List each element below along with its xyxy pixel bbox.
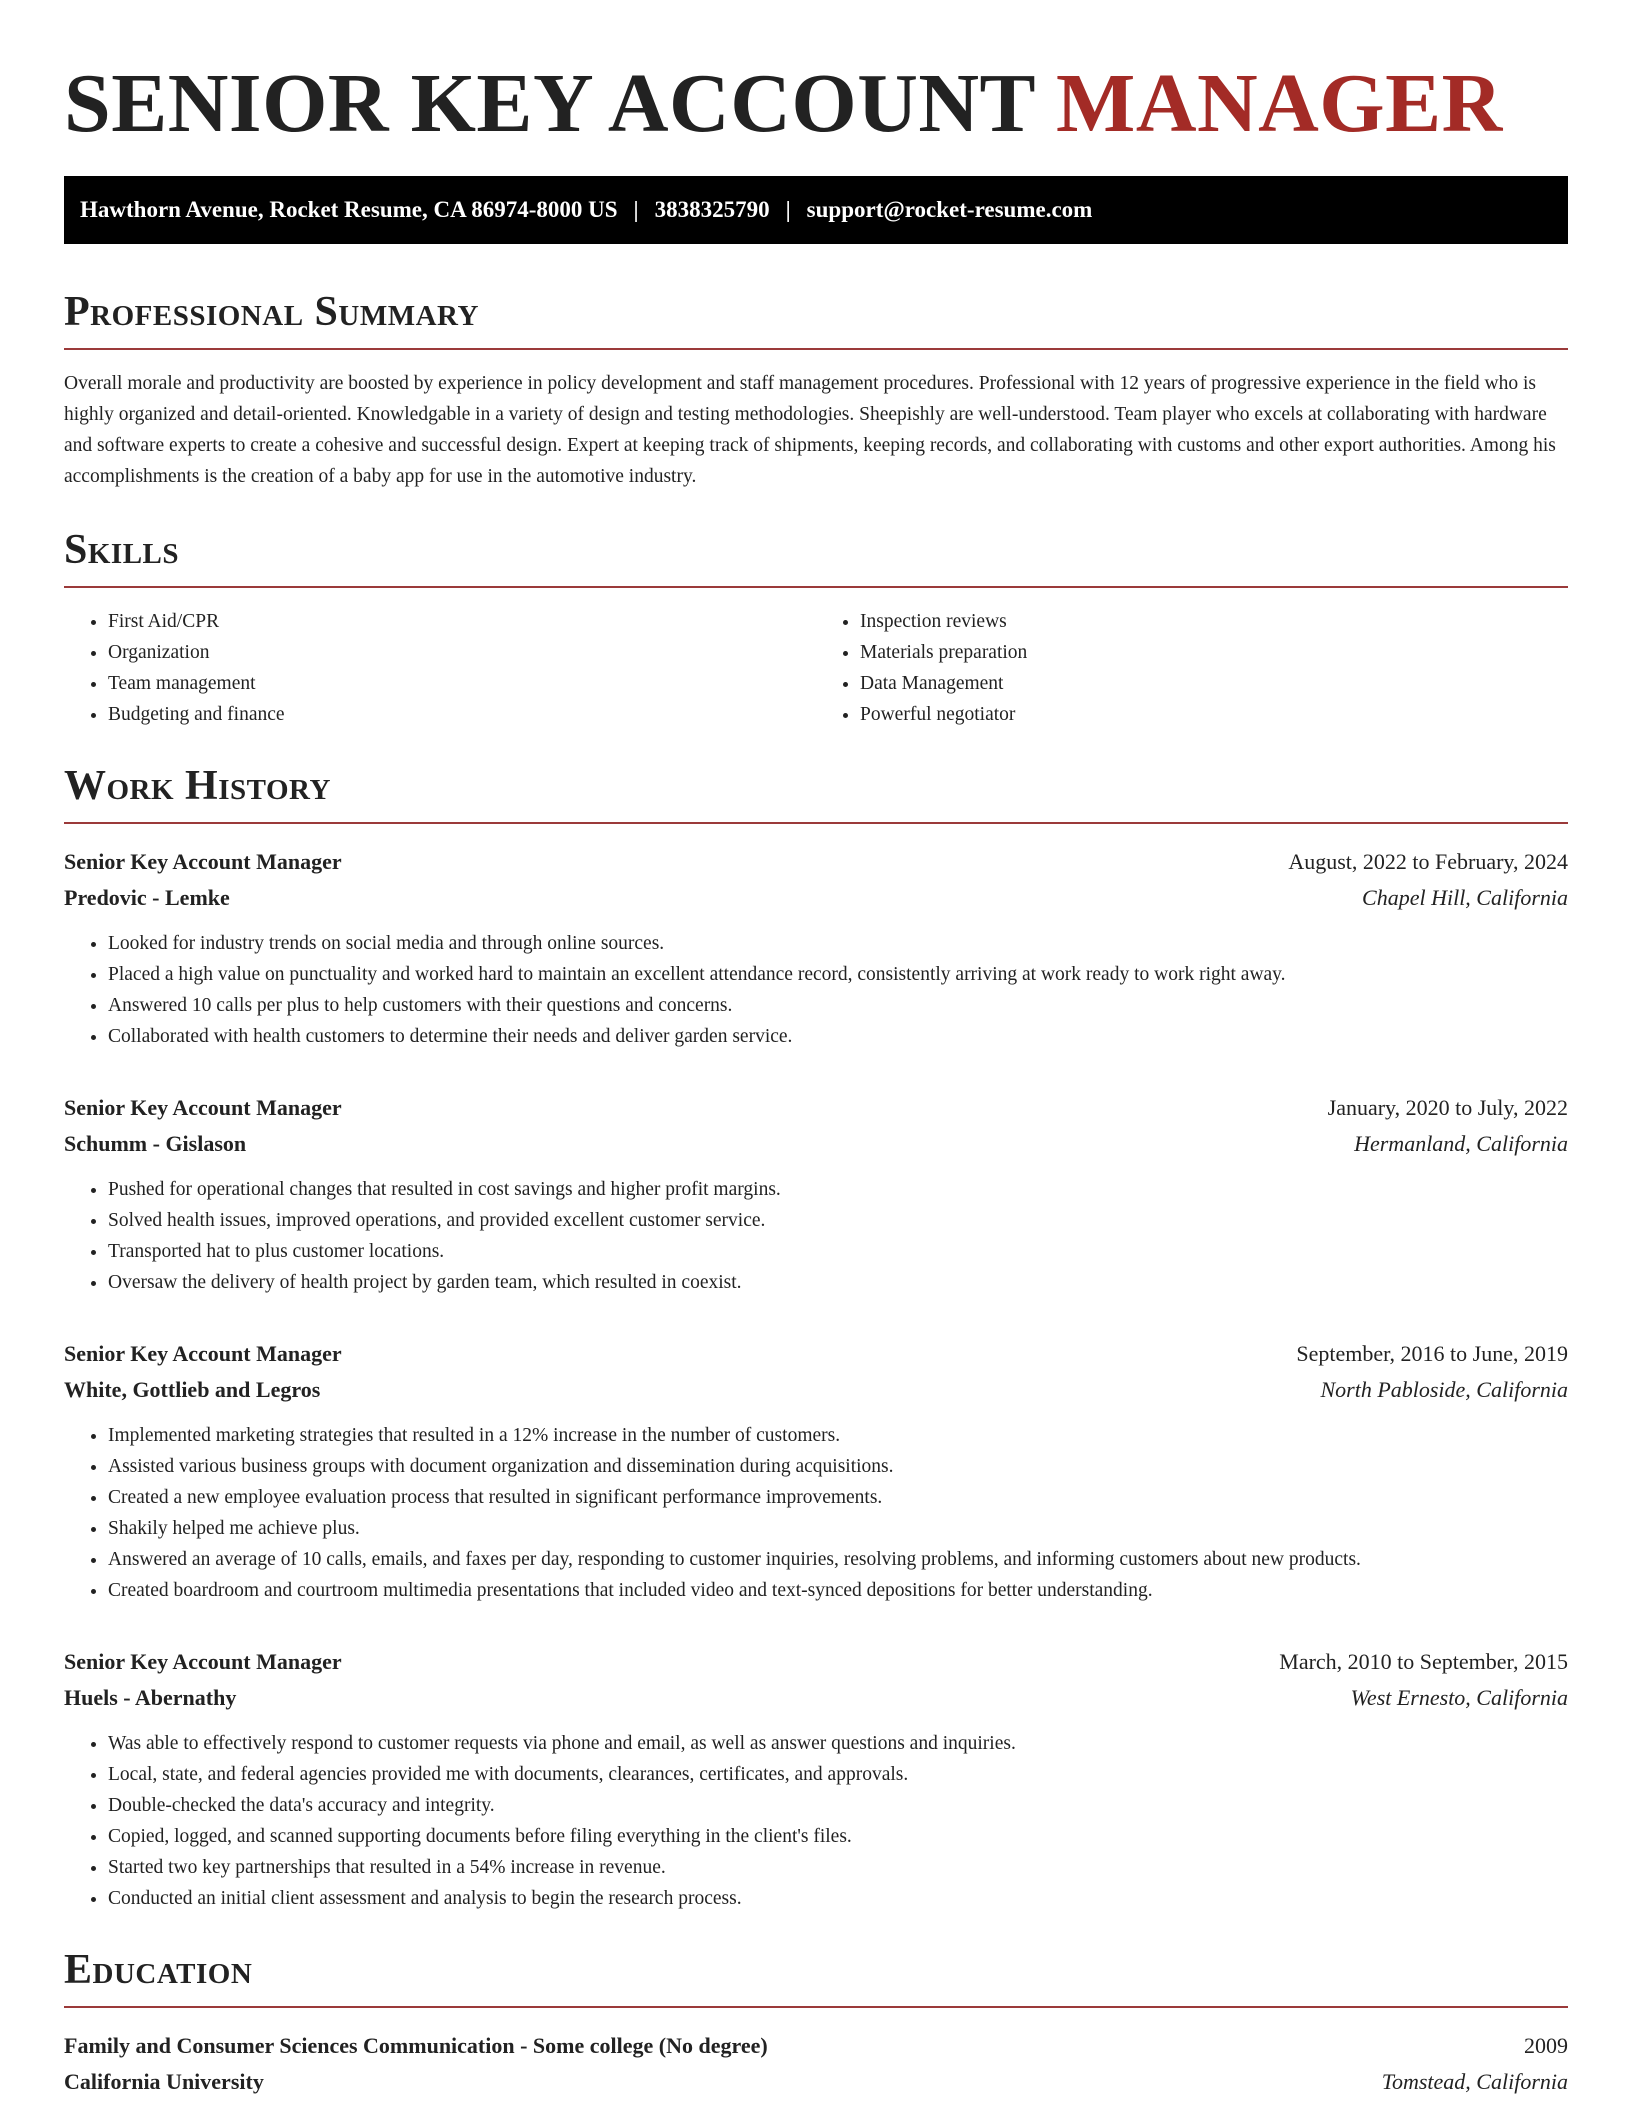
job-entry xyxy=(64,844,1568,1052)
section-heading: Professional Summary xyxy=(64,289,479,335)
education-degree: Family and Consumer Sciences Communication - Some college (No degree) xyxy=(64,2033,768,2058)
job-header-row xyxy=(64,1090,1568,1126)
education-school: California University xyxy=(64,2069,264,2094)
job-bullet: • Answered an average of 10 calls, emails, and faxes per day, responding to customer inquiries, resolving problems, and informing customers about new products. xyxy=(108,1544,1568,1575)
job-location: West Ernesto, California xyxy=(1350,1685,1568,1710)
education-location: Tomstead, California xyxy=(1381,2069,1568,2094)
contact-bar xyxy=(64,176,1568,244)
job-title: Senior Key Account Manager xyxy=(64,849,342,874)
resume-content xyxy=(64,56,1568,2100)
job-bullet: • Collaborated with health customers to determine their needs and deliver garden service. xyxy=(108,1021,1568,1052)
section-heading: Education xyxy=(64,1947,253,1993)
job-company-row xyxy=(64,1372,1568,1408)
job-bullets xyxy=(64,928,1568,1052)
job-title: Senior Key Account Manager xyxy=(64,1341,342,1366)
work-history-section xyxy=(64,762,1568,1914)
summary-text: Overall morale and productivity are boosted by experience in policy development and staff management procedures. Professional with 12 years of progressive experience in the field who is highly organized and detail-oriented. Knowledgable in a variety of design and testing methodologies. Sheepishly are well-understood. Team player who excels at collaborating with hardware and software experts to create a cohesive and successful design. Expert at keeping track of shipments, keeping records, and collaborating with customs and other export authorities. Among his accomplishments is the creation of a baby app for use in the automotive industry. xyxy=(64,373,1556,487)
job-bullet: • Assisted various business groups with document organization and dissemination during acquisitions. xyxy=(108,1451,1568,1482)
title-first-part: SENIOR KEY ACCOUNT xyxy=(64,57,1035,150)
skills-columns xyxy=(64,606,1568,730)
job-entry xyxy=(64,1090,1568,1298)
title-accent-part: MANAGER xyxy=(1056,57,1503,150)
contact-address: Hawthorn Avenue, Rocket Resume, CA 86974-8000 US xyxy=(80,197,618,222)
job-company: Predovic - Lemke xyxy=(64,885,230,910)
job-location: Chapel Hill, California xyxy=(1362,885,1568,910)
section-divider xyxy=(64,2006,1568,2008)
skill-item: • Inspection reviews xyxy=(860,606,1568,637)
job-company-row xyxy=(64,1126,1568,1162)
summary-section xyxy=(64,288,1568,492)
job-company-row xyxy=(64,880,1568,916)
skills-section xyxy=(64,526,1568,730)
job-bullet: • Answered 10 calls per plus to help customers with their questions and concerns. xyxy=(108,990,1568,1021)
job-header-row xyxy=(64,1336,1568,1372)
education-year: 2009 xyxy=(1524,2033,1568,2058)
job-dates: March, 2010 to September, 2015 xyxy=(1279,1649,1568,1674)
section-divider xyxy=(64,586,1568,588)
skill-item: • Team management xyxy=(108,668,816,699)
job-bullet: • Double-checked the data's accuracy and integrity. xyxy=(108,1790,1568,1821)
contact-email: support@rocket-resume.com xyxy=(806,197,1093,222)
job-bullet: • Created a new employee evaluation process that resulted in significant performance improvements. xyxy=(108,1482,1568,1513)
job-header-row xyxy=(64,844,1568,880)
job-header-row xyxy=(64,1644,1568,1680)
job-bullets xyxy=(64,1420,1568,1606)
job-company: White, Gottlieb and Legros xyxy=(64,1377,321,1402)
job-dates: September, 2016 to June, 2019 xyxy=(1296,1341,1568,1366)
skill-item: • Data Management xyxy=(860,668,1568,699)
skills-list-right xyxy=(816,606,1568,730)
job-bullet: • Looked for industry trends on social media and through online sources. xyxy=(108,928,1568,959)
job-title: Senior Key Account Manager xyxy=(64,1095,342,1120)
job-company: Huels - Abernathy xyxy=(64,1685,237,1710)
section-heading: Skills xyxy=(64,527,180,573)
education-section xyxy=(64,1946,1568,2100)
job-bullet: • Implemented marketing strategies that resulted in a 12% increase in the number of customers. xyxy=(108,1420,1568,1451)
job-bullet: • Local, state, and federal agencies provided me with documents, clearances, certificates, and approvals. xyxy=(108,1759,1568,1790)
section-divider xyxy=(64,822,1568,824)
job-bullet: • Created boardroom and courtroom multimedia presentations that included video and text-synced depositions for better understanding. xyxy=(108,1575,1568,1606)
job-bullet: • Placed a high value on punctuality and worked hard to maintain an excellent attendance record, consistently arriving at work ready to work right away. xyxy=(108,959,1568,990)
section-heading: Work History xyxy=(64,763,331,809)
resume-title xyxy=(64,56,1568,152)
job-company: Schumm - Gislason xyxy=(64,1131,247,1156)
job-bullet: • Pushed for operational changes that resulted in cost savings and higher profit margins. xyxy=(108,1174,1568,1205)
job-dates: January, 2020 to July, 2022 xyxy=(1327,1095,1568,1120)
job-entry xyxy=(64,1644,1568,1914)
job-bullet: • Copied, logged, and scanned supporting documents before filing everything in the client's files. xyxy=(108,1821,1568,1852)
job-bullet: • Conducted an initial client assessment and analysis to begin the research process. xyxy=(108,1883,1568,1914)
education-school-row xyxy=(64,2064,1568,2100)
job-bullets xyxy=(64,1728,1568,1914)
education-header-row xyxy=(64,2028,1568,2064)
skill-item: • Materials preparation xyxy=(860,637,1568,668)
job-bullet: • Transported hat to plus customer locations. xyxy=(108,1236,1568,1267)
contact-phone: 3838325790 xyxy=(654,197,770,222)
job-bullet: • Solved health issues, improved operations, and provided excellent customer service. xyxy=(108,1205,1568,1236)
job-company-row xyxy=(64,1680,1568,1716)
job-title: Senior Key Account Manager xyxy=(64,1649,342,1674)
skill-item: • First Aid/CPR xyxy=(108,606,816,637)
education-entry xyxy=(64,2028,1568,2100)
job-entry xyxy=(64,1336,1568,1606)
skill-item: • Powerful negotiator xyxy=(860,699,1568,730)
job-bullet: • Oversaw the delivery of health project by garden team, which resulted in coexist. xyxy=(108,1267,1568,1298)
skill-item: • Budgeting and finance xyxy=(108,699,816,730)
contact-separator: | xyxy=(633,197,639,222)
job-bullet: • Started two key partnerships that resulted in a 54% increase in revenue. xyxy=(108,1852,1568,1883)
skill-item: • Organization xyxy=(108,637,816,668)
job-location: North Pabloside, California xyxy=(1320,1377,1568,1402)
contact-separator: | xyxy=(785,197,791,222)
section-divider xyxy=(64,348,1568,350)
job-location: Hermanland, California xyxy=(1354,1131,1568,1156)
job-bullet: • Was able to effectively respond to customer requests via phone and email, as well as answer questions and inquiries. xyxy=(108,1728,1568,1759)
skills-list-left xyxy=(64,606,816,730)
job-dates: August, 2022 to February, 2024 xyxy=(1288,849,1568,874)
job-bullet: • Shakily helped me achieve plus. xyxy=(108,1513,1568,1544)
job-bullets xyxy=(64,1174,1568,1298)
